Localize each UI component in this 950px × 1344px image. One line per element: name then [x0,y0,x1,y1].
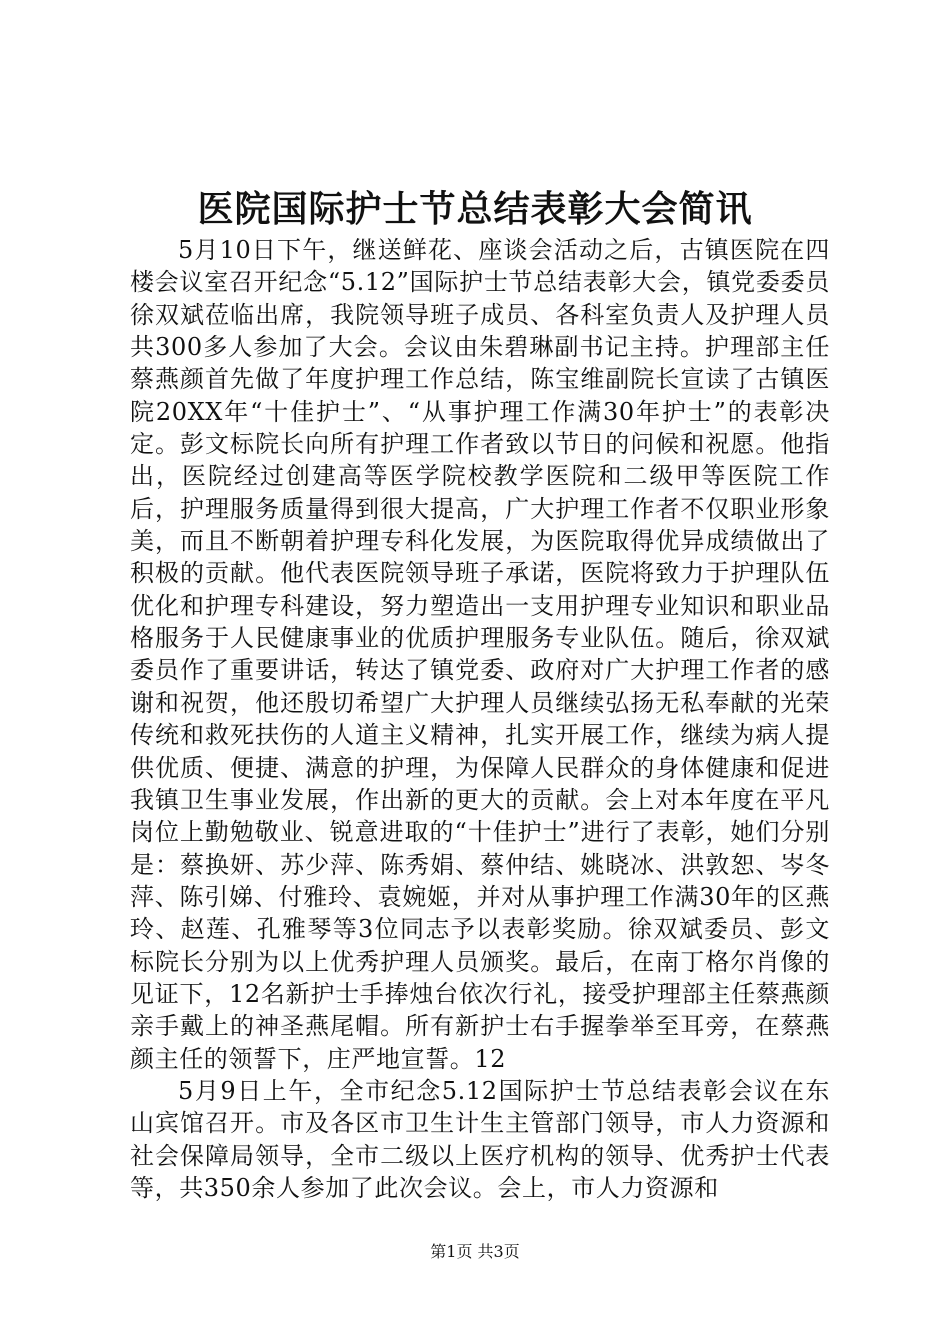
document-title: 医院国际护士节总结表彰大会简讯 [197,189,753,230]
paragraph-1: 5月10日下午，继送鲜花、座谈会活动之后，古镇医院在四楼会议室召开纪念“5.12”国际护士节总结表彰大会，镇党委委员徐双斌莅临出席，我院领导班子成员、各科室负责人及护理人员共300多人参加了大会。会议由朱碧琳副书记主持。护理部主任蔡燕颜首先做了年度护理工作总结，陈宝维副院长宣读了古镇医院20XX年“十佳护士”、“从事护理工作满30年护士”的表彰决定。彭文标院长向所有护理工作者致以节日的问候和祝愿。他指出，医院经过创建高等医学院校教学医院和二级甲等医院工作后，护理服务质量得到很大提高，广大护理工作者不仅职业形象美，而且不断朝着护理专科化发展，为医院取得优异成绩做出了积极的贡献。他代表医院领导班子承诺，医院将致力于护理队伍优化和护理专科建设，努力塑造出一支用护理专业知识和职业品格服务于人民健康事业的优质护理服务专业队伍。随后，徐双斌委员作了重要讲话，转达了镇党委、政府对广大护理工作者的感谢和祝贺，他还殷切希望广大护理人员继续弘扬无私奉献的光荣传统和救死扶伤的人道主义精神，扎实开展工作，继续为病人提供优质、便捷、满意的护理，为保障人民群众的身体健康和促进我镇卫生事业发展，作出新的更大的贡献。会上对本年度在平凡岗位上勤勉敬业、锐意进取的“十佳护士”进行了表彰，她们分别是：蔡换妍、苏少萍、陈秀娟、蔡仲结、姚晓冰、洪敦恕、岑冬萍、陈引娣、付雅玲、袁婉姬，并对从事护理工作满30年的区燕玲、赵莲、孔雅琴等3位同志予以表彰奖励。徐双斌委员、彭文标院长分别为以上优秀护理人员颁奖。最后，在南丁格尔肖像的见证下，12名新护士手捧烛台依次行礼，接受护理部主任蔡燕颜亲手戴上的神圣燕尾帽。所有新护士右手握拳举至耳旁，在蔡燕颜主任的领誓下，庄严地宣誓。12 [130,236,830,1073]
page-number: 第1页 共3页 [430,1242,520,1261]
document-body [130,234,830,1204]
paragraph-2: 5月9日上午，全市纪念5.12国际护士节总结表彰会议在东山宾馆召开。市及各区市卫生计生主管部门领导，市人力资源和社会保障局领导，全市二级以上医疗机构的领导、优秀护士代表等，共350余人参加了此次会议。会上，市人力资源和 [130,1076,830,1202]
